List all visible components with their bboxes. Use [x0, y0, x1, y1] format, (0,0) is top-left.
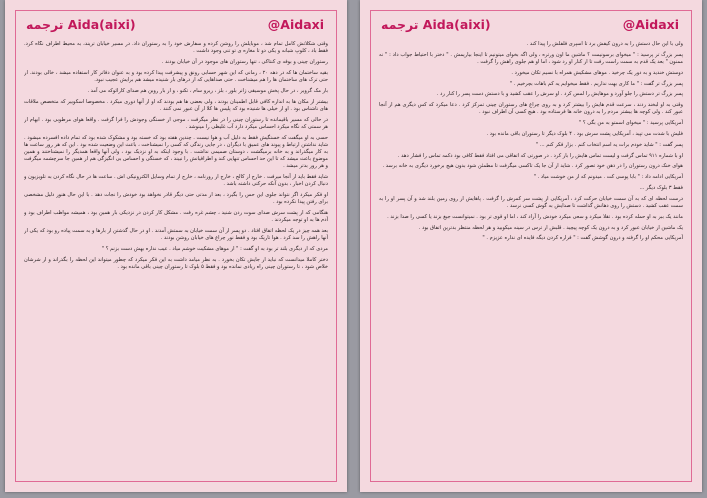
paragraph: پسر بزرگ تر دستش را جلو آورد و موهایش را لمس کرد . او سرش را عقب کشید و با دستش دست پسر را کنار زد .: [436, 91, 683, 98]
translator-title: ترجمه Aida(aixi): [381, 17, 491, 32]
paragraph: وقتی به او لبخند زدند ، سرعت قدم هایش را بیشتر کرد و به روی چراغ های رستوران چینی تمرکز کرد . دعا میکرد که کس دیگری هم از آنجا عبور کند . ولی کوچه ها بیشتر مردم را به درون خانه ها فرستاده بود . هیچ کسی آن اطراف نبود .: [379, 102, 683, 116]
paragraph: یک ماشین از خیابان عبور کرد و به درون یک کوچه پیچید . قلبش از ترس در سینه میکوبید و هر لحظه منتظر بدترین اتفاق بود .: [418, 224, 683, 231]
paragraph: آمریکایی پرسید : " میخوای اسمتو به من بگی ؟ ": [578, 120, 683, 127]
paragraph: او با شماره ۹۱۱ تماس گرفت و لیست تماس هایش را باز کرد . در صورتی که اتفاقی می افتاد فقط کافی بود دکمه تماس را فشار دهد .: [397, 152, 683, 159]
page-left: [5, 0, 347, 492]
paragraph: رستوران چینی و بوفه ی کنتاکی ، تنها رستوران های موجود در آن خیابان بودند .: [161, 59, 328, 65]
paragraph: هنگامی که از پشت سرش صدای سوت زدن شنید ، چشم غره رفت . مشکل کار کردن در نزدیکی بار همین بود ، همیشه مواظب اطراف بود و آدم ها به او توجه میکردند .: [24, 210, 328, 224]
paragraph: پسر گفت : " شاید خودم برات یه اسم انتخاب کنم . بزار فکر کنم ... ": [535, 141, 683, 148]
paragraph: حسی به او میگفت که خستگیش فقط به دلیل آب و هوا نیست . چندین هفته بود که خسته بود و مشکوک شده بود که تمام داده افسرده میشود . شاید نداشتن ارتباط و پیوند های عمیق با دیگران ، در جایی زندگی که کسی را نمیشناخت ، باعث این وضعیت شده بود . این که هر روز ساعت ها به کار میگذراند و به خانه برمیگشت ، دوستان صمیمی نداشت . با وجود اینکه به او نزدیک بود ، ولی آنها واقعا همدیگر را نمیشناختند و همین موضوع باعث میشد که تا این حد احساس تنهایی کند و اطرافیانش را نبیند ، که خستگی و احساس بی انگیزگی هم از همین جا سرچشمه میگرفت و هر روز بدتر میشد .: [24, 134, 328, 170]
paragraph: دختر کاملا میدانست که نباید از جایش تکان بخورد . به نظر میامد داشت به این فکر میکرد که چطور میتواند این لحظه را بگذراند و از شرشان خلاص شود ، تا رستوران چینی راه زیادی نمانده بود و فقط ۵ بلوک تا رستوران چینی باقی مانده بود .: [24, 257, 328, 271]
channel-handle: @Aidaxi: [622, 17, 679, 32]
paragraph: باز مک گرویر ، در حال پخش موسیقی ژانر بلوز ، بلز ، زیرو سام ، تکنو ، و از بار روبن هم صدای کارائوکه می آمد .: [87, 87, 328, 94]
paragraph: او فکر میکرد اگر نتواند جلوی این حس را بگیرد ، بعد از مدتی حتی دیگر قادر نخواهد بود خودش را نجات دهد . با این حال هنوز دلیل مشخصی برای رفتن پیدا نکرده بود .: [24, 192, 328, 206]
paragraph: وقتی شکلاتش کامل تمام شد ، موبایلش را روشن کرده و سفارش خود را به رستوران داد. در مسیر خیابان تریند، به محیط اطراف نگاه کرد. فقط باد ، کلوپ شبانه و یکی دو تا مغازه ی تو تنی وجود داشت .: [24, 41, 328, 55]
paragraph: آمریکایی ادامه داد : " بابا پوسی کت . میدونم که از من خوشت میاد . ": [533, 174, 683, 181]
page-body: [24, 41, 328, 477]
page-border: [370, 10, 692, 482]
paragraph: بعد همه چیز در یک لحظه اتفاق افتاد . دو پسر از آن سمت خیابان به سمتش آمدند . او در حال گذشتن از بارها و به سمت پیاده رو بود که یکی از آنها راهش را سد کرد . هوا تاریک بود و فقط نور چراغ های خیابان روشن بودند .: [24, 228, 328, 242]
paragraph: بیشتر از مکان ها به اندازه کافی قابل اطمینان بودند ، ولی بعضی ها هم بودند که او از آنها دوری میکرد . مخصوصا اسکوبیر که متخصص ملاقات های ناشناس بود . او از خیلی ها شنیده بود که پلیس ها کلا از آن عبور نمی کنند .: [24, 98, 328, 112]
paragraph: هوای خنک درون رستوران را در ذهن خود تصور کرد . شاید از آن جا یک تاکسی میگرفت تا مطمئن شود بدون هیچ برخورد دیگری به خانه برسد .: [382, 163, 683, 170]
paragraph: فلیش با شدت می تپید ، آمریکایی پشت سرش بود . ۴ بلوک دیگر تا رستوران باقی مانده بود .: [486, 130, 683, 137]
translator-title: ترجمه Aida(aixi): [26, 17, 136, 32]
paragraph: ولی با این حال دستش را به درون کیفش برد تا اسپری فلفلش را پیدا کند .: [526, 41, 683, 47]
paragraph: دوستش خندید و به دور یک چرخید . موهای مشکیش همراه با نسیم تکان میخورد .: [511, 69, 683, 76]
paragraph: مردی که از دیگری بلند تر بود به او گفت : " از موهای مشکیت خوشم میاد . عیب نداره بهش دست بزنم ؟ ": [101, 246, 328, 253]
page-right: [360, 0, 702, 492]
channel-handle: @Aidaxi: [267, 17, 324, 32]
paragraph: آمریکایی محکم او را گرفته و درون گوشش گفت : " فراره کردن دیگه فایده ای نداره عزیزم . ": [482, 235, 683, 242]
paragraph: درست لحظه ای که به آن سمت خیابان حرکت کرد ، آمریکایی از پشت سر کمرش را گرفت . پاهایش از روی زمین بلند شد و آن پسر او را به سمت عقب کشید . دستش را روی دهانش گذاشت تا صدایش به گوش کسی نرسد .: [379, 195, 683, 209]
page-body: [379, 41, 683, 477]
page-header: [16, 17, 336, 39]
paragraph: مانند یک ببر به او حمله کرده بود . تقلا میکرد و سعی میکرد خودش را آزاد کند ، اما او قوی تر بود . نمیتوانست جیغ بزند یا کسی را صدا بزند .: [387, 213, 683, 220]
page-border: [15, 10, 337, 482]
paragraph: شاید فقط باید از آنجا میرفت . خارج از کالج ، خارج از روزنامه ، خارج از تمام وسایل الکترونیکی اش . ساعت ها در حال نگاه کردن به تلویزیون و دنبال کردن اخبار ، بدون آنکه حرکتی داشته باشد .: [24, 174, 328, 188]
paragraph: در حالی که مسیر باقیمانده تا رستوران چینی را در نظر میگرفت ، موجی از خستگی وجودش را فرا گرفت . واقعا هوای مرطوبی بود . ابهام از هر سمتی که نگاه میکرد احساس میکرد دارد آب غلیظی را مینوشد .: [24, 116, 328, 130]
paragraph: فقط ۳ بلوک دیگر ...: [639, 184, 683, 191]
paragraph: بقیه ساختمان ها که در دهه ۲۰ ، زمانی که این شهر حسابی رونق و پیشرفت پیدا کرده بود و به عنوان دفاتر کار استفاده میشد ، خالی بودند. از حتی ترک های ساختمان ها را هم میشناخت . حتی صداهایی که از درهای باز شنیده میشد هم برایش عجیب نبود.: [24, 69, 328, 83]
paragraph: پسر بزرگ تر گفت : " ما کاری بهت نداریم . فقط میخوایم یه کم باهات بچرخیم . ": [509, 80, 683, 87]
paragraph: پسر بزرگ تر پرسید : " میخوای برسونیمت ؟ ماشین ما اون ورتره ، ولی اگه بخوای میتونیم تا اینجا بیاریمش . " دختر با احتیاط جواب داد : " نه ممنون " بعد یک قدم به سمت راست رفت تا از کنار او رد شود ، اما او هم جلوی راهش را گرفت .: [379, 51, 683, 65]
page-header: [371, 17, 691, 39]
